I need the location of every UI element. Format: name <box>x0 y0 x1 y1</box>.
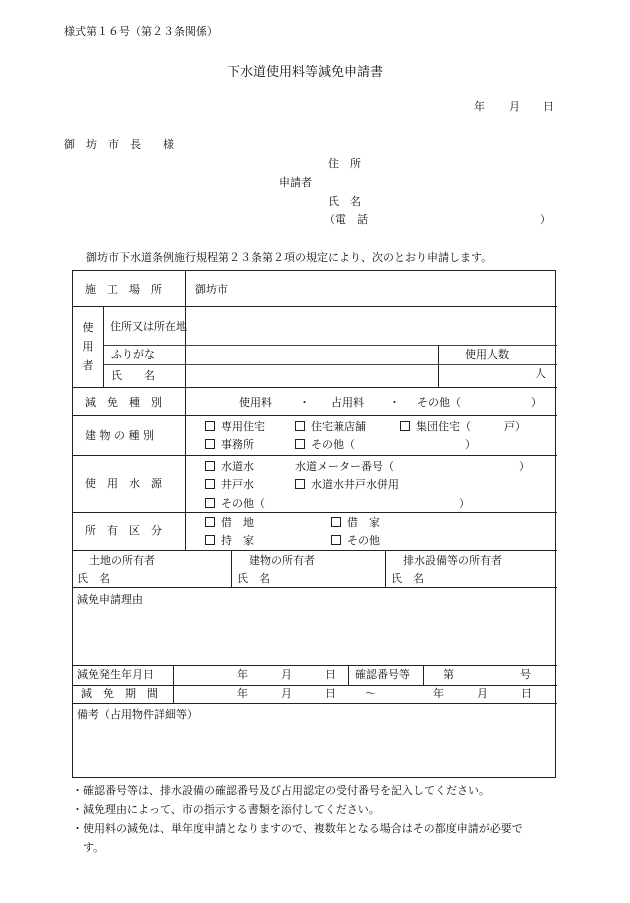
date-month-label: 月 <box>509 100 520 113</box>
checkbox-icon[interactable] <box>205 498 215 508</box>
water-option-tap[interactable]: 水道水 <box>205 461 254 472</box>
application-form-table <box>72 270 556 778</box>
tel-close: ） <box>540 213 551 226</box>
name-label: 氏 名 <box>328 195 361 208</box>
ownership-option[interactable]: 持 家 <box>205 535 254 546</box>
tel-label: （電 話 <box>324 213 368 226</box>
site-label: 施 工 場 所 <box>85 283 162 296</box>
land-owner-name-label: 氏 名 <box>77 572 110 585</box>
note-item: す。 <box>72 841 105 854</box>
building-option[interactable]: 集団住宅（ 戸） <box>400 421 526 432</box>
note-item: ・確認番号等は、排水設備の確認番号及び占用認定の受付番号を記入してください。 <box>72 784 490 797</box>
drain-owner-label: 排水設備等の所有者 <box>403 554 502 567</box>
reduction-close: ） <box>531 396 542 409</box>
reason-label: 減免申請理由 <box>77 593 143 606</box>
checkbox-icon[interactable] <box>295 439 305 449</box>
confirm-number-value: 第 号 <box>443 668 531 681</box>
checkbox-icon[interactable] <box>205 479 215 489</box>
drain-owner-name-label: 氏 名 <box>391 572 424 585</box>
building-owner-name-label: 氏 名 <box>237 572 270 585</box>
reduction-type-label: 減 免 種 別 <box>85 396 162 409</box>
form-number: 様式第１６号（第２３条関係） <box>64 25 218 38</box>
form-title: 下水道使用料等減免申請書 <box>227 65 384 80</box>
reduction-separator: ・ <box>389 396 400 409</box>
occurrence-date-value: 年 月 日 <box>237 668 336 681</box>
remarks-label: 備考（占用物件詳細等） <box>77 708 198 721</box>
checkbox-icon[interactable] <box>205 461 215 471</box>
date-year-label: 年 <box>474 100 485 113</box>
addressee: 御 坊 市 長 様 <box>64 138 174 151</box>
meter-number-label: 水道メーター番号（ <box>295 460 394 473</box>
checkbox-icon[interactable] <box>205 439 215 449</box>
furigana-label: ふりがな <box>111 348 155 361</box>
water-option-combined[interactable]: 水道水井戸水併用 <box>295 479 399 490</box>
note-item: ・使用料の減免は、単年度申請となりますので、複数年となる場合はその都度申請が必要で <box>72 822 523 835</box>
reduction-option: 占用料 <box>331 396 364 409</box>
user-address-label: 住所又は所在地 <box>110 320 187 333</box>
building-option[interactable]: 専用住宅 <box>205 421 265 432</box>
checkbox-icon[interactable] <box>331 535 341 545</box>
period-tilde: ～ <box>365 687 376 700</box>
reduction-option: その他（ <box>417 396 461 409</box>
note-item: ・減免理由によって、市の指示する書類を添付してください。 <box>72 803 380 816</box>
address-label: 住 所 <box>328 157 361 170</box>
checkbox-icon[interactable] <box>205 421 215 431</box>
building-option[interactable]: 事務所 <box>205 439 254 450</box>
land-owner-label: 土地の所有者 <box>89 554 155 567</box>
applicant-label: 申請者 <box>279 176 312 189</box>
period-label: 減 免 期 間 <box>81 687 158 700</box>
building-owner-label: 建物の所有者 <box>249 554 315 567</box>
confirm-number-label: 確認番号等 <box>355 668 410 681</box>
occurrence-date-label: 減免発生年月日 <box>77 668 154 681</box>
building-option[interactable]: 住宅兼店舗 <box>295 421 366 432</box>
period-end: 年 月 日 <box>433 687 532 700</box>
checkbox-icon[interactable] <box>331 517 341 527</box>
reduction-separator: ・ <box>299 396 310 409</box>
checkbox-icon[interactable] <box>295 421 305 431</box>
water-other-close: ） <box>459 497 470 510</box>
water-option-other[interactable]: その他（ <box>205 498 265 509</box>
ownership-option[interactable]: 借 地 <box>205 517 254 528</box>
checkbox-icon[interactable] <box>205 517 215 527</box>
checkbox-icon[interactable] <box>400 421 410 431</box>
user-name-label: 氏 名 <box>111 369 155 382</box>
checkbox-icon[interactable] <box>295 479 305 489</box>
site-value: 御坊市 <box>195 283 228 296</box>
ownership-label: 所 有 区 分 <box>85 524 162 537</box>
date-day-label: 日 <box>543 100 554 113</box>
water-option-well[interactable]: 井戸水 <box>205 479 254 490</box>
water-source-label: 使 用 水 源 <box>85 477 162 490</box>
intro-text: 御坊市下水道条例施行規程第２３条第２項の規定により、次のとおり申請します。 <box>86 251 493 264</box>
meter-number-close: ） <box>519 460 530 473</box>
building-option[interactable]: その他（ ） <box>295 439 476 450</box>
user-count-label: 使用人数 <box>465 348 509 361</box>
ownership-option[interactable]: その他 <box>331 535 380 546</box>
user-label: 使用者 <box>82 321 94 372</box>
reduction-option: 使用料 <box>239 396 272 409</box>
ownership-option[interactable]: 借 家 <box>331 517 380 528</box>
user-count-unit: 人 <box>535 367 546 380</box>
building-type-label: 建 物 の 種 別 <box>85 429 154 442</box>
checkbox-icon[interactable] <box>205 535 215 545</box>
period-start: 年 月 日 <box>237 687 336 700</box>
